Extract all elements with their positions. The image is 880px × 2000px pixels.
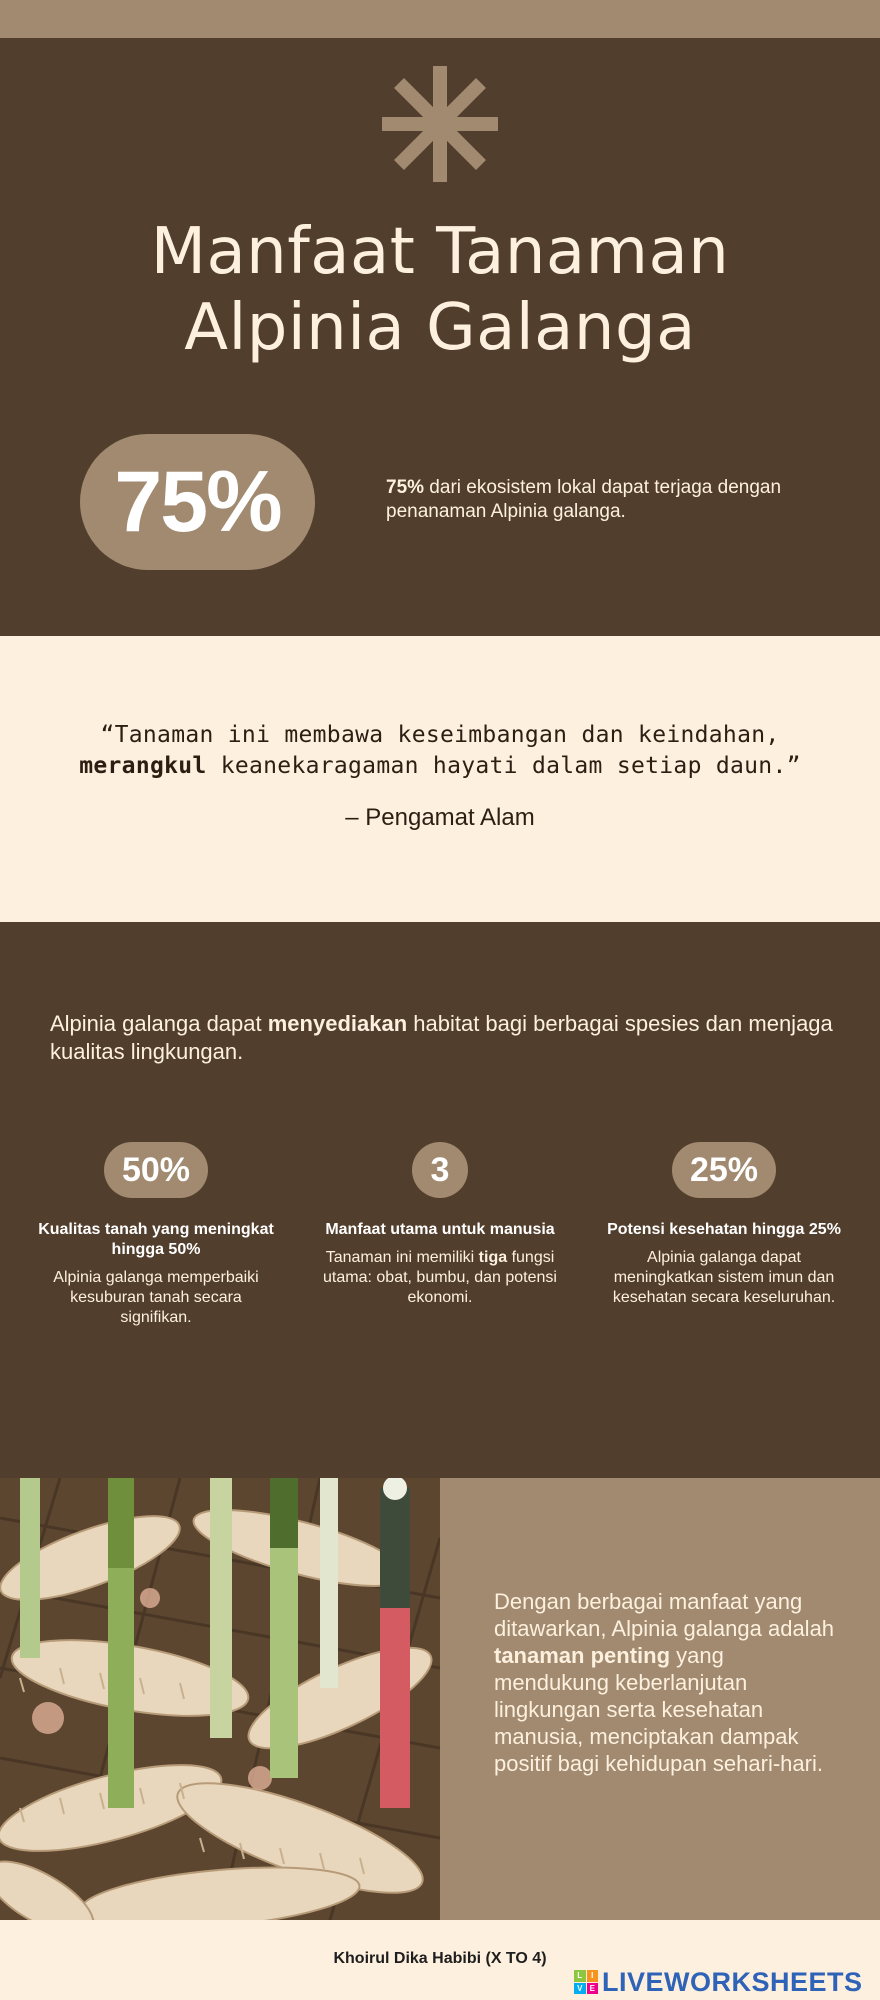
liveworksheets-logo-icon xyxy=(574,1970,598,1994)
benefit-title: Kualitas tanah yang meningkat hingga 50% xyxy=(38,1221,274,1258)
closing-bold: tanaman penting xyxy=(494,1643,671,1668)
quote-line-2: keanekaragaman hayati dalam setiap daun.” xyxy=(206,753,801,779)
top-strip xyxy=(0,0,880,38)
logo-letter-l: L xyxy=(574,1970,586,1982)
benefit-item-health xyxy=(604,1142,844,1308)
logo-letter-i: I xyxy=(587,1970,599,1982)
stat-value: 75% xyxy=(114,453,281,550)
title-line-1: Manfaat Tanaman xyxy=(150,215,730,289)
benefits-intro-bold: menyediakan xyxy=(267,1011,408,1036)
quote-bold-word: merangkul xyxy=(79,753,207,779)
hero-section xyxy=(0,38,880,636)
stat-badge xyxy=(80,434,315,570)
quote-section xyxy=(0,636,880,922)
benefit-description xyxy=(320,1248,560,1308)
benefit-value: 25% xyxy=(689,1150,759,1189)
benefit-title: Manfaat utama untuk manusia xyxy=(325,1221,555,1238)
closing-text xyxy=(494,1588,844,1777)
stat-description xyxy=(386,476,806,524)
benefit-item-soil xyxy=(36,1142,276,1328)
benefit-item-human xyxy=(320,1142,560,1308)
logo-letter-e: E xyxy=(587,1983,599,1995)
benefit-value: 50% xyxy=(121,1150,191,1189)
asterisk-icon xyxy=(380,64,500,184)
benefit-badge xyxy=(672,1142,776,1198)
benefits-section xyxy=(0,922,880,1478)
benefit-description: Alpinia galanga memperbaiki kesuburan tanah secara signifikan. xyxy=(53,1269,259,1326)
closing-section xyxy=(0,1478,880,1920)
benefit-description-before: Tanaman ini memiliki xyxy=(325,1249,479,1266)
benefit-badge xyxy=(412,1142,468,1198)
stat-description-bold: 75% xyxy=(386,477,425,498)
benefit-description-bold: tiga xyxy=(478,1249,508,1266)
quote-author: – Pengamat Alam xyxy=(345,804,535,831)
benefit-description-after: fungsi utama: obat, bumbu, dan potensi ekonomi. xyxy=(323,1249,557,1306)
closing-after: yang mendukung keberlanjutan lingkungan serta kesehatan manusia, menciptakan dampak positif bagi kehidupan sehari-hari. xyxy=(494,1643,823,1776)
closing-before: Dengan berbagai manfaat yang ditawarkan, Alpinia galanga adalah xyxy=(494,1589,835,1641)
stat-description-text: dari ekosistem lokal dapat terjaga dengan penanaman Alpinia galanga. xyxy=(386,477,782,522)
galangal-rhizome-photo xyxy=(0,1478,440,1920)
logo-letter-v: V xyxy=(574,1983,586,1995)
page-title xyxy=(0,214,880,366)
benefits-intro-before: Alpinia galanga dapat xyxy=(50,1011,268,1036)
benefit-description: Alpinia galanga dapat meningkatkan sistem imun dan kesehatan secara keseluruhan. xyxy=(612,1249,836,1306)
title-line-2: Alpinia Galanga xyxy=(184,291,696,365)
author-credit: Khoirul Dika Habibi (X TO 4) xyxy=(333,1950,547,1967)
quote-line-1: “Tanaman ini membawa keseimbangan dan keindahan, xyxy=(100,722,780,748)
galangal-photo-illustration xyxy=(0,1478,440,1920)
benefit-value: 3 xyxy=(430,1150,450,1189)
benefits-intro-after: habitat bagi berbagai spesies dan menjaga kualitas lingkungan. xyxy=(50,1011,833,1064)
footer xyxy=(0,1920,880,2000)
liveworksheets-logo[interactable] xyxy=(574,1968,863,1996)
benefit-badge xyxy=(104,1142,208,1198)
benefits-intro xyxy=(50,1010,840,1066)
benefit-title: Potensi kesehatan hingga 25% xyxy=(607,1221,841,1238)
liveworksheets-brand: LIVEWORKSHEETS xyxy=(602,1966,863,1997)
quote-text xyxy=(40,720,840,782)
